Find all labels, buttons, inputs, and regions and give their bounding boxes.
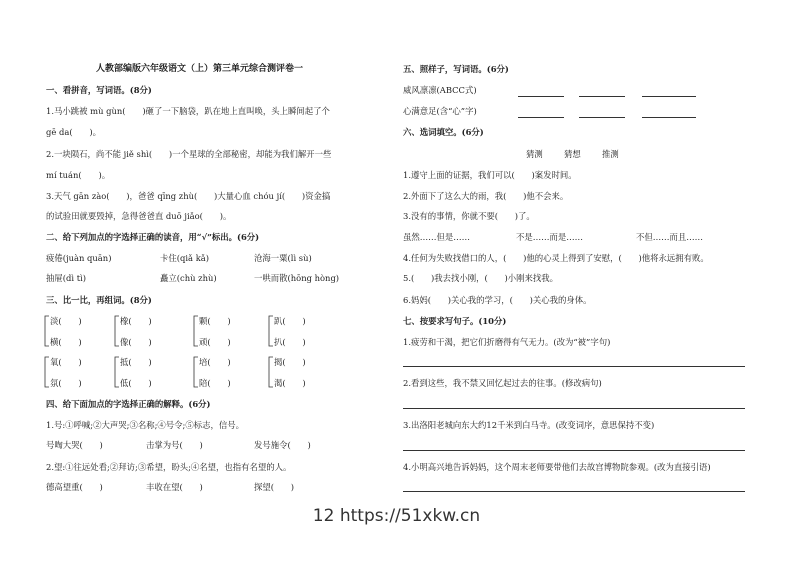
- page-footer: 12 https://51xkw.cn: [312, 506, 481, 526]
- s4-line-2: 2.望:①往远处看;②拜访;③希望，盼头;④名望，也指有名望的人。: [46, 462, 292, 472]
- s3-word: 颗( ): [199, 316, 231, 326]
- s3-word: 抵( ): [120, 357, 152, 367]
- section-7-heading: 七、按要求写句子。(10分): [403, 316, 507, 326]
- s1-line-5: 3.天气 gān zào( )，爸爸 qīng zhù( )大量心血 chóu jí( )资金搞: [46, 191, 331, 201]
- s5-line-2: 心满意足(含“心”字): [403, 106, 477, 116]
- s3-word: 橡( ): [120, 316, 152, 326]
- section-4-heading: 四、给下面加点的字选择正确的解释。(6分): [46, 399, 211, 409]
- s6-line-6: 6.妈妈( )关心我的学习，( )关心我的身体。: [403, 295, 592, 305]
- section-5-heading: 五、照样子，写词语。(6分): [403, 64, 509, 74]
- s7-question-4: 4.小明高兴地告诉妈妈，这个周末老师要带他们去故宫博物院参观。(改为直接引语): [403, 462, 711, 472]
- s2-item: 矗立(chù zhù): [160, 273, 217, 283]
- s4-item: 德高望重( ): [46, 482, 103, 492]
- s2-item: 抽屉(dì tì): [46, 273, 87, 283]
- page-title: 人教部编版六年级语文（上）第三单元综合测评卷一: [96, 64, 304, 74]
- s6-line-3: 3.没有的事情，你就不要( )了。: [403, 211, 535, 221]
- s7-question-1: 1.疲劳和干渴，把它们折磨得有气无力。(改为“被”字句): [403, 337, 611, 347]
- s3-word: 陪( ): [199, 378, 231, 388]
- s1-line-1: 1.马小跳被 mù gùn( )砸了一下脑袋，趴在地上直叫唤，头上瞬间起了个: [46, 106, 330, 116]
- s6-pair: 不但……而且……: [636, 232, 703, 242]
- s6-line-5: 5.( )我去找小刚，( )小刚来找我。: [403, 273, 559, 283]
- answer-line[interactable]: [579, 96, 625, 97]
- s3-word: 扒( ): [274, 337, 306, 347]
- answer-line[interactable]: [403, 491, 745, 492]
- answer-line[interactable]: [403, 450, 745, 451]
- section-3-heading: 三、比一比，再组词。(8分): [46, 295, 152, 305]
- s1-line-6: 的试验田就要毁掉，急得爸爸直 duō jiǎo( )。: [46, 211, 232, 221]
- s6-word: 猜测: [526, 149, 543, 159]
- answer-line[interactable]: [642, 96, 696, 97]
- s2-item: 疲倦(juàn quān): [46, 253, 112, 263]
- s7-question-2: 2.看到这些，我不禁又回忆起过去的往事。(修改病句): [403, 378, 602, 388]
- answer-line[interactable]: [579, 117, 625, 118]
- s4-item: 丰收在望( ): [146, 482, 203, 492]
- s1-line-3: 2.一块陨石，尚不能 jiě shì( )一个星球的全部秘密，却能为我们解开一些: [46, 149, 332, 159]
- s6-word: 推测: [602, 149, 619, 159]
- s3-word: 渴( ): [274, 378, 306, 388]
- s3-word: 氧( ): [50, 357, 82, 367]
- section-1-heading: 一、看拼音，写词语。(8分): [46, 85, 152, 95]
- s1-line-2: gē da( )。: [46, 127, 101, 137]
- s2-item: 一哄而散(hōng hòng): [254, 273, 340, 283]
- s4-item: 号啕大哭( ): [46, 440, 103, 450]
- s3-word: 趴( ): [274, 316, 306, 326]
- s3-word: 顽( ): [199, 337, 231, 347]
- s4-item: 发号施令( ): [254, 440, 311, 450]
- s1-line-4: mí tuán( )。: [46, 170, 111, 180]
- s3-word: 横( ): [50, 337, 82, 347]
- answer-line[interactable]: [403, 408, 745, 409]
- s6-pair: 不是……而是……: [516, 232, 583, 242]
- s3-word: 像( ): [120, 337, 152, 347]
- s3-word: 淡( ): [50, 316, 82, 326]
- s7-question-3: 3.出洛阳老城向东大约12千米到白马寺。(改变词序，意思保持不变): [403, 420, 655, 430]
- s6-line-1: 1.遵守上面的证据，我们可以( )案发时间。: [403, 170, 577, 180]
- s4-item: 击掌为号( ): [146, 440, 203, 450]
- s6-line-2: 2.外面下了这么大的雨，我( )他不会来。: [403, 191, 569, 201]
- s2-item: 卡住(qiǎ kǎ): [160, 253, 210, 263]
- answer-line[interactable]: [403, 366, 745, 367]
- s6-word: 猜想: [564, 149, 581, 159]
- s5-line-1: 威风凛凛(ABCC式): [403, 85, 477, 95]
- s3-word: 揭( ): [274, 357, 306, 367]
- answer-line[interactable]: [642, 117, 696, 118]
- s2-item: 沧海一粟(lì sù): [254, 253, 312, 263]
- s6-line-4: 4.任何为失败找借口的人，( )他的心灵上得到了安慰，( )他将永远拥有败。: [403, 253, 709, 263]
- answer-line[interactable]: [518, 117, 564, 118]
- s4-item: 探望( ): [254, 482, 295, 492]
- section-6-heading: 六、选词填空。(6分): [403, 127, 484, 137]
- answer-line[interactable]: [518, 96, 564, 97]
- s3-word: 氛( ): [50, 378, 82, 388]
- s3-word: 低( ): [120, 378, 152, 388]
- section-2-heading: 二、给下列加点的字选择正确的读音，用“√”标出。(6分): [46, 232, 260, 242]
- s6-pair: 虽然……但是……: [403, 232, 470, 242]
- s4-line-1: 1.号:①呼喊;②大声哭;③名称;④号令;⑤标志，信号。: [46, 420, 244, 430]
- s3-word: 培( ): [199, 357, 231, 367]
